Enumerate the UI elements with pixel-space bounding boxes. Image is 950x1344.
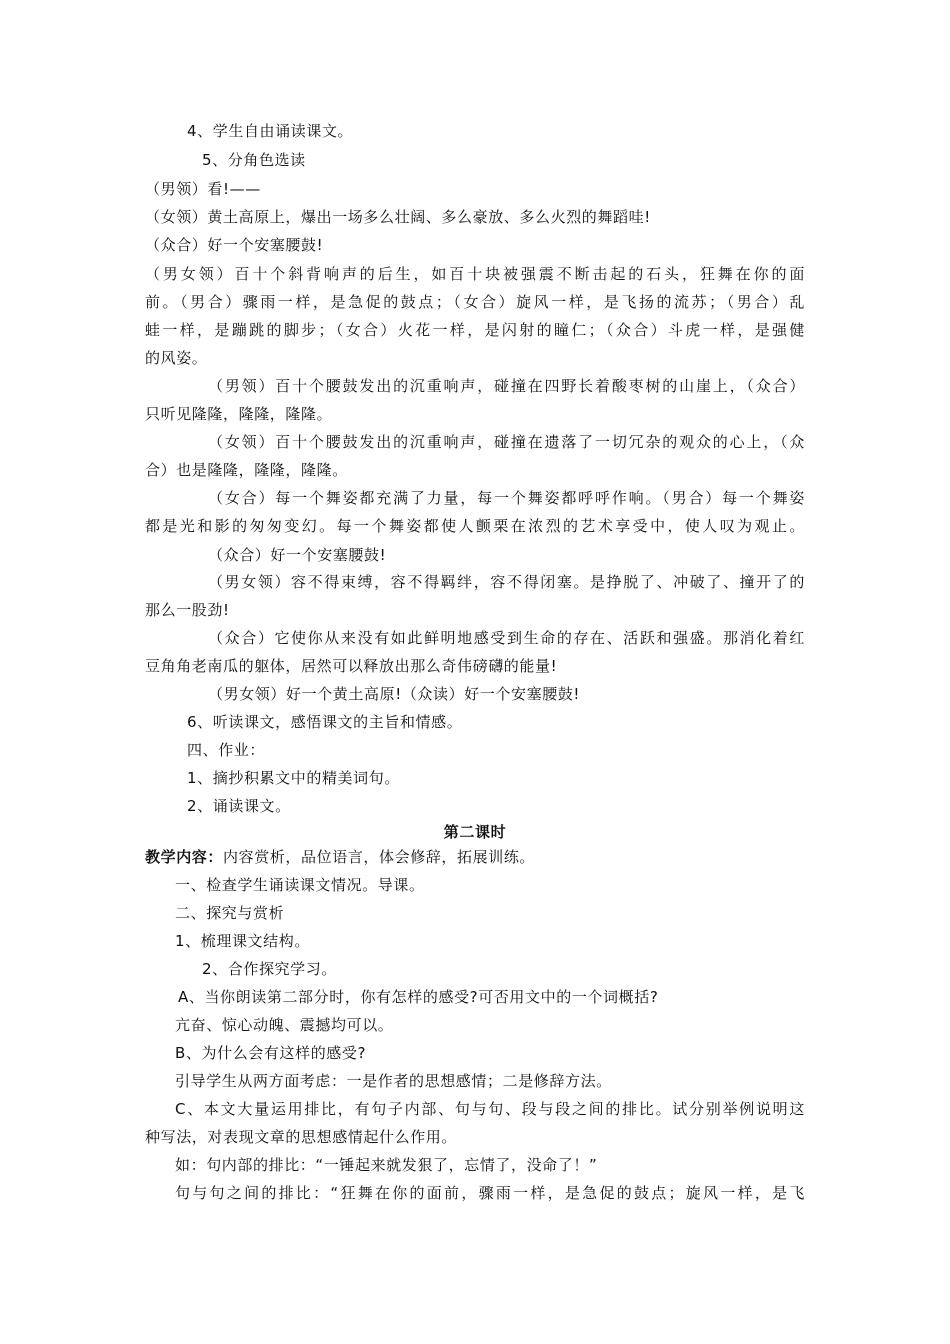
section-title: 第二课时 [443, 823, 507, 841]
text-line: 都是光和影的匆匆变幻。每一个舞姿都使人颤栗在浓烈的艺术享受中，使人叹为观止。 [145, 517, 805, 535]
text-line: 前。（男合）骤雨一样，是急促的鼓点；（女合）旋风一样，是飞扬的流苏；（男合）乱 [145, 293, 805, 311]
text-line: 句与句之间的排比：“狂舞在你的面前，骤雨一样，是急促的鼓点；旋风一样，是飞 [175, 1184, 805, 1202]
text-line: 一、检查学生诵读课文情况。导课。 [175, 876, 425, 894]
text-line: 亢奋、惊心动魄、震撼均可以。 [175, 1016, 394, 1034]
text-line: 种写法，对表现文章的思想感情起什么作用。 [145, 1128, 458, 1146]
text-line: （男领）看!—— [145, 180, 261, 198]
text-line: 只听见隆隆，隆隆，隆隆。 [145, 405, 333, 423]
text-line: C、本文大量运用排比，有句子内部、句与句、段与段之间的排比。试分别举例说明这 [175, 1100, 805, 1118]
text-line: （众合）它使你从来没有如此鲜明地感受到生命的存在、活跃和强盛。那消化着红 [208, 629, 805, 647]
text-line: 豆角角老南瓜的躯体，居然可以释放出那么奇伟磅礴的能量! [145, 657, 558, 675]
text-line: 如：句内部的排比：“一锤起来就发狠了，忘情了，没命了！” [175, 1156, 598, 1174]
text-line: B、为什么会有这样的感受? [175, 1044, 367, 1062]
text-line: 6、听读课文，感悟课文的主旨和情感。 [187, 713, 463, 731]
text-line: 合）也是隆隆，隆隆，隆隆。 [145, 461, 348, 479]
text-line: （女合）每一个舞姿都充满了力量，每一个舞姿都呼呼作响。（男合）每一个舞姿 [208, 489, 805, 507]
text-line: （女领）百十个腰鼓发出的沉重响声，碰撞在遗落了一切冗杂的观众的心上，（众 [208, 433, 805, 451]
text-line: 5、分角色选读 [202, 151, 306, 169]
text-line: 2、合作探究学习。 [202, 960, 337, 978]
teaching-content-line [145, 847, 535, 867]
text-line: （众合）好一个安塞腰鼓! [145, 236, 324, 254]
teaching-content-text: 内容赏析，品位语言，体会修辞，拓展训练。 [223, 848, 536, 866]
text-line: （男女领）百十个斜背响声的后生，如百十块被强震不断击起的石头，狂舞在你的面 [145, 265, 805, 283]
text-line: （女领）黄土高原上，爆出一场多么壮阔、多么豪放、多么火烈的舞蹈哇! [145, 208, 651, 226]
text-line: （众合）好一个安塞腰鼓! [208, 546, 387, 564]
text-line: （男女领）好一个黄土高原!（众读）好一个安塞腰鼓! [208, 685, 581, 703]
text-line: （男女领）容不得束缚，容不得羁绊，容不得闭塞。是挣脱了、冲破了、撞开了的 [208, 573, 805, 591]
text-line: 二、探究与赏析 [175, 904, 285, 922]
text-line: 引导学生从两方面考虑：一是作者的思想感情；二是修辞方法。 [175, 1072, 612, 1090]
text-line: 蛙一样，是蹦跳的脚步；（女合）火花一样，是闪射的瞳仁；（众合）斗虎一样，是强健 [145, 321, 805, 339]
text-line: 1、摘抄积累文中的精美词句。 [187, 769, 400, 787]
teaching-content-label: 教学内容： [145, 848, 224, 866]
text-line: 的风姿。 [145, 349, 208, 367]
text-line: 4、学生自由诵读课文。 [187, 122, 354, 140]
text-line: 2、诵读课文。 [187, 797, 291, 815]
text-line: A、当你朗读第二部分时，你有怎样的感受?可否用文中的一个词概括? [178, 988, 659, 1006]
text-line: 1、梳理课文结构。 [175, 932, 310, 950]
text-line: 四、作业： [187, 741, 266, 759]
text-line: （男领）百十个腰鼓发出的沉重响声，碰撞在四野长着酸枣树的山崖上，（众合） [208, 377, 805, 395]
text-line: 那么一股劲! [145, 601, 230, 619]
